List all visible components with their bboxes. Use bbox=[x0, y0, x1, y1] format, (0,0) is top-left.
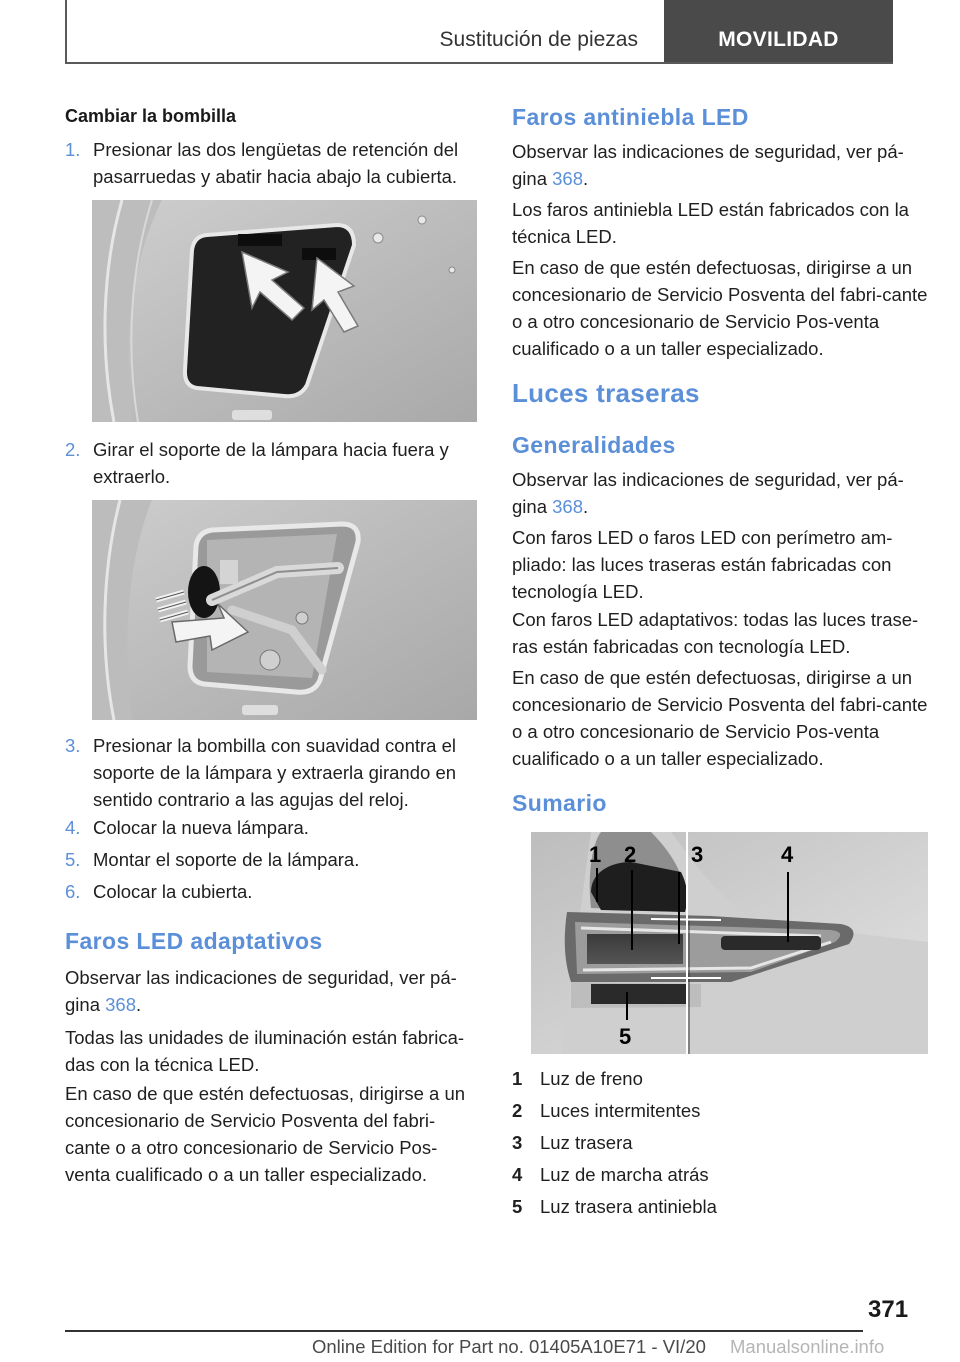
section-title: Sustitución de piezas bbox=[439, 28, 638, 51]
step-6 bbox=[65, 878, 477, 905]
legend-number: 3 bbox=[512, 1132, 523, 1153]
step-text: Girar el soporte de la lámpara hacia fuera y extraerlo. bbox=[93, 439, 449, 487]
step-3 bbox=[65, 732, 477, 813]
watermark: Manualsonline.info bbox=[730, 1336, 885, 1357]
heading-fog-led: Faros antiniebla LED bbox=[512, 104, 749, 130]
legend-number: 4 bbox=[512, 1164, 523, 1185]
callout-5: 5 bbox=[619, 1024, 632, 1049]
legend-text: Luces intermitentes bbox=[540, 1100, 701, 1121]
safety-suffix: . bbox=[136, 994, 142, 1015]
step-text: Presionar las dos lengüetas de retención del pasarruedas y abatir hacia abajo la cubierta. bbox=[93, 139, 459, 187]
adaptive-safety-note bbox=[65, 964, 477, 1018]
step-text: Montar el soporte de la lámpara. bbox=[93, 849, 360, 870]
heading-general: Generalidades bbox=[512, 432, 676, 458]
adaptive-paragraph-1: Todas las unidades de iluminación están fabrica‐das con la técnica LED. bbox=[65, 1027, 465, 1075]
safety-suffix: . bbox=[583, 168, 589, 189]
page-number: 371 bbox=[868, 1296, 909, 1323]
page-link[interactable]: 368 bbox=[552, 496, 583, 517]
tail-light-illustration bbox=[531, 832, 928, 1054]
lamp-holder-photo bbox=[92, 500, 477, 720]
page-link[interactable]: 368 bbox=[105, 994, 136, 1015]
fog-paragraph-1: Los faros antiniebla LED están fabricados con la técnica LED. bbox=[512, 199, 909, 247]
page-link[interactable]: 368 bbox=[552, 168, 583, 189]
heading-summary: Sumario bbox=[512, 790, 607, 816]
subheading-change-bulb: Cambiar la bombilla bbox=[65, 106, 237, 126]
heading-adaptive-led: Faros LED adaptativos bbox=[65, 928, 323, 954]
step-text: Presionar la bombilla con suavidad contra el soporte de la lámpara y extraerla girando en sentido contrario a las agujas del reloj. bbox=[93, 735, 457, 810]
safety-suffix: . bbox=[583, 496, 589, 517]
wheel-arch-cover-photo bbox=[92, 200, 477, 422]
page-header bbox=[65, 0, 893, 64]
heading-rear-lights: Luces traseras bbox=[512, 378, 700, 408]
callout-4: 4 bbox=[781, 842, 794, 867]
footer-divider bbox=[65, 1330, 863, 1332]
rear-paragraph-2: Con faros LED adaptativos: todas las luces trase‐ras están fabricadas con tecnología LED. bbox=[512, 609, 919, 657]
rear-paragraph-1: Con faros LED o faros LED con perímetro am‐pliado: las luces traseras están fabricadas con tecnología LED. bbox=[512, 527, 893, 602]
tail-light-overview bbox=[531, 832, 928, 1054]
callout-3: 3 bbox=[691, 842, 704, 867]
step-number: 3. bbox=[65, 735, 81, 756]
adaptive-paragraph-2: En caso de que estén defectuosas, dirigirse a un concesionario de Servicio Posventa del fabri‐cante o a otro concesionario de Servicio Pos‐venta cualificado o a un taller especializado. bbox=[65, 1083, 466, 1185]
step-number: 1. bbox=[65, 139, 81, 160]
step-text: Colocar la nueva lámpara. bbox=[93, 817, 309, 838]
safety-text: Observar las indicaciones de seguridad, ver pá‐gina bbox=[65, 967, 457, 1015]
legend-number: 2 bbox=[512, 1100, 523, 1121]
chapter-tab[interactable]: MOVILIDAD bbox=[664, 0, 893, 62]
step-number: 6. bbox=[65, 881, 81, 902]
legend-text: Luz de marcha atrás bbox=[540, 1164, 709, 1185]
legend-text: Luz trasera antiniebla bbox=[540, 1196, 717, 1217]
legend-text: Luz de freno bbox=[540, 1068, 643, 1089]
step-text: Colocar la cubierta. bbox=[93, 881, 253, 902]
safety-text: Observar las indicaciones de seguridad, ver pá‐gina bbox=[512, 469, 904, 517]
step-number: 5. bbox=[65, 849, 81, 870]
legend-number: 5 bbox=[512, 1196, 523, 1217]
rear-safety-note bbox=[512, 466, 928, 520]
fog-safety-note bbox=[512, 138, 928, 192]
legend-text: Luz trasera bbox=[540, 1132, 633, 1153]
wheel-arch-cover-illustration bbox=[92, 200, 477, 422]
step-4 bbox=[65, 814, 477, 841]
step-1 bbox=[65, 136, 477, 190]
callout-1: 1 bbox=[589, 842, 602, 867]
step-5 bbox=[65, 846, 477, 873]
fog-paragraph-2: En caso de que estén defectuosas, dirigirse a un concesionario de Servicio Posventa del fabri‐cante o a otro concesionario de Servicio Pos‐venta cualificado o a un taller especializado. bbox=[512, 257, 928, 359]
legend-number: 1 bbox=[512, 1068, 523, 1089]
step-number: 2. bbox=[65, 439, 81, 460]
callout-2: 2 bbox=[624, 842, 637, 867]
safety-text: Observar las indicaciones de seguridad, ver pá‐gina bbox=[512, 141, 904, 189]
step-2 bbox=[65, 436, 477, 490]
edition-footer: Online Edition for Part no. 01405A10E71 - VI/20 bbox=[312, 1336, 706, 1357]
step-number: 4. bbox=[65, 817, 81, 838]
rear-paragraph-3: En caso de que estén defectuosas, dirigirse a un concesionario de Servicio Posventa del fabri‐cante o a otro concesionario de Servicio Pos‐venta cualificado o a un taller especializado. bbox=[512, 667, 928, 769]
lamp-holder-illustration bbox=[92, 500, 477, 720]
